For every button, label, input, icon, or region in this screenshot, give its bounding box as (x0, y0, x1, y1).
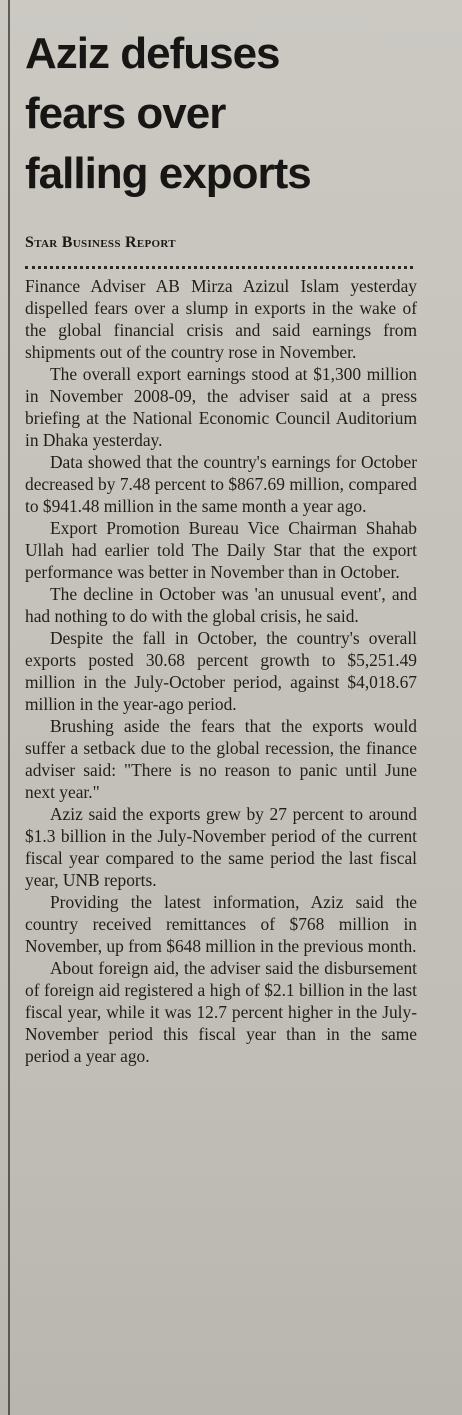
headline-line: Aziz defuses (25, 29, 280, 78)
headline (25, 24, 417, 204)
article-body (25, 275, 417, 1067)
article-paragraph: About foreign aid, the adviser said the disbursement of foreign aid registered a high of $2.1 billion in the last fiscal year, while it was 12.7 percent higher in the July-November period this fiscal year than in the same period a year ago. (25, 958, 417, 1066)
byline: Star Business Report (25, 234, 176, 251)
headline-line: falling exports (25, 149, 311, 198)
article-paragraph: The decline in October was 'an unusual event', and had nothing to do with the global crisis, he said. (25, 584, 417, 626)
article-paragraph: Providing the latest information, Aziz said the country received remittances of $768 million in November, up from $648 million in the previous month. (25, 892, 417, 956)
dotted-divider (25, 266, 413, 269)
article-paragraph: Despite the fall in October, the country's overall exports posted 30.68 percent growth to $5,251.49 million in the July-October period, against $4,018.67 million in the year-ago period. (25, 628, 417, 714)
column-rule (8, 0, 10, 1415)
article-column (25, 24, 417, 1067)
article-paragraph: Data showed that the country's earnings for October decreased by 7.48 percent to $867.69 million, compared to $941.48 million in the same month a year ago. (25, 452, 417, 516)
article-paragraph: Export Promotion Bureau Vice Chairman Shahab Ullah had earlier told The Daily Star that the export performance was better in November than in October. (25, 518, 417, 582)
article-paragraph: Finance Adviser AB Mirza Azizul Islam yesterday dispelled fears over a slump in exports in the wake of the global financial crisis and said earnings from shipments out of the country rose in November. (25, 276, 417, 362)
article-paragraph: The overall export earnings stood at $1,300 million in November 2008-09, the adviser said at a press briefing at the National Economic Council Auditorium in Dhaka yesterday. (25, 364, 417, 450)
headline-line: fears over (25, 89, 226, 138)
article-paragraph: Aziz said the exports grew by 27 percent to around $1.3 billion in the July-November period of the current fiscal year compared to the same period the last fiscal year, UNB reports. (25, 804, 417, 890)
article-paragraph: Brushing aside the fears that the exports would suffer a setback due to the global recession, the finance adviser said: "There is no reason to panic until June next year." (25, 716, 417, 802)
